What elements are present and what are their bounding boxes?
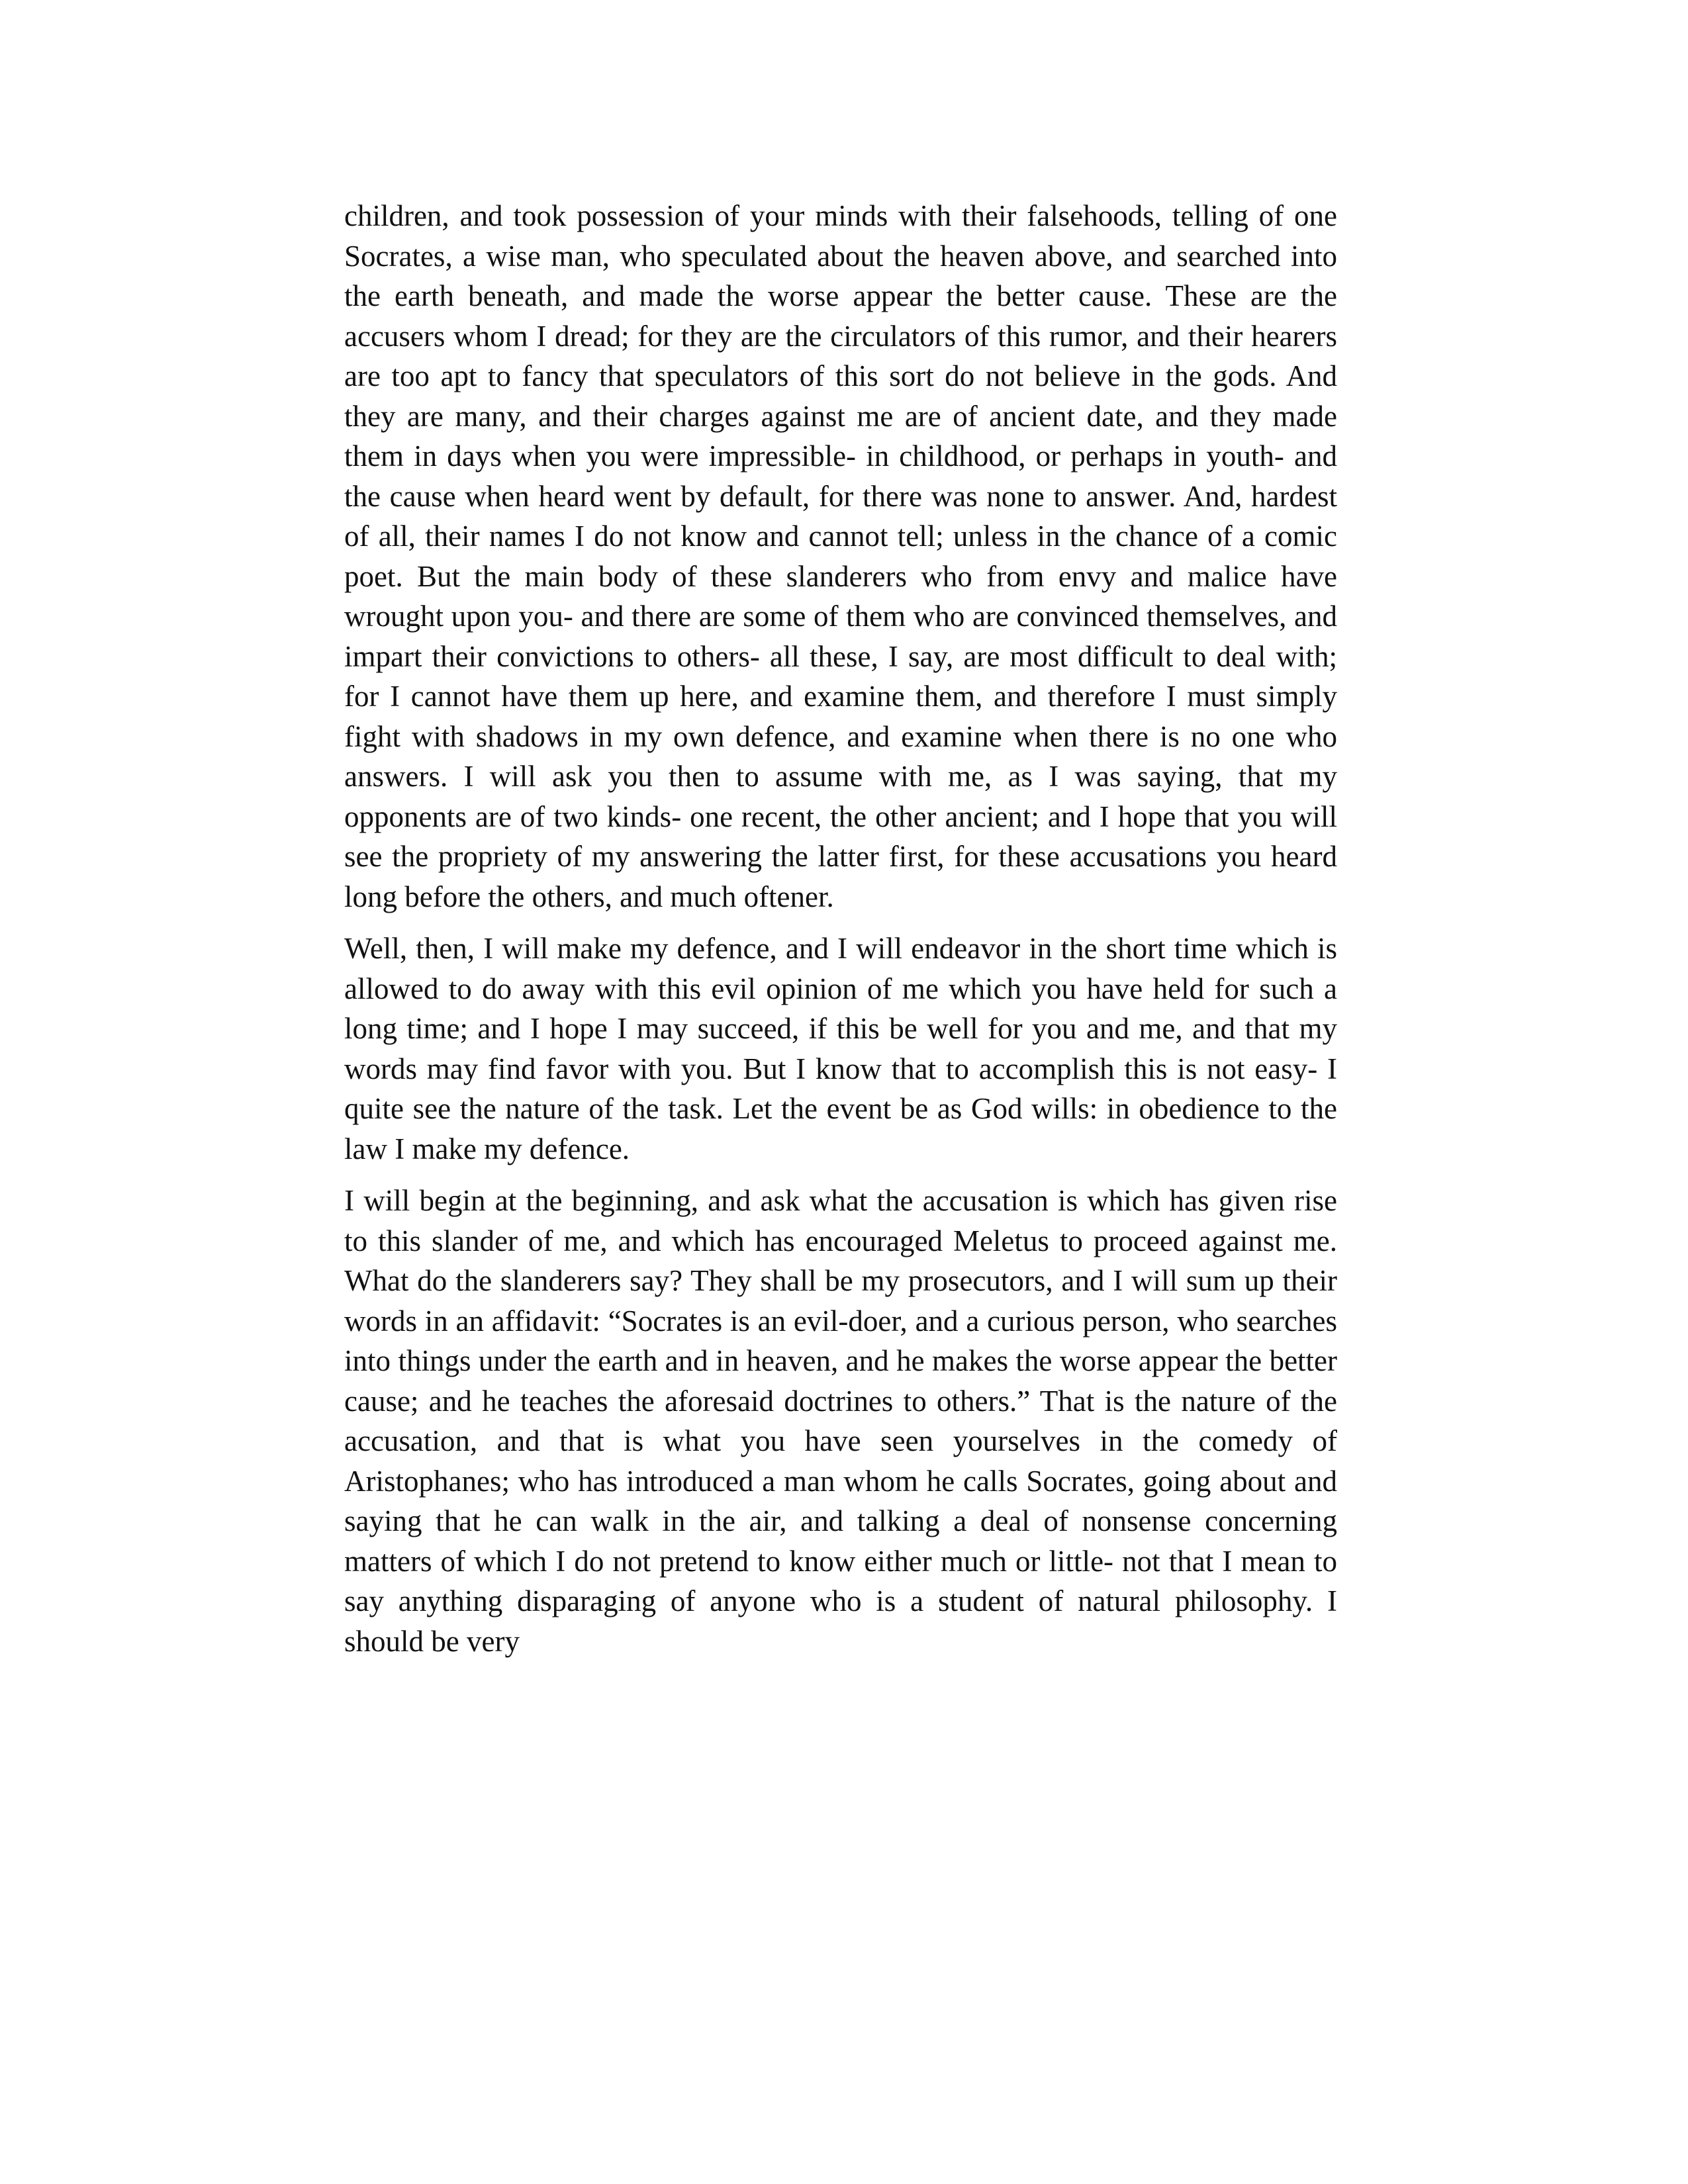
- paragraph-3: I will begin at the beginning, and ask what the accusation is which has given rise to this slander of me, and which has encouraged Meletus to proceed against me. What do the slanderers say? They shall be my prosecutors, and I will sum up their words in an affidavit: “Socrates is an evil-doer, and a curious person, who searches into things under the earth and in heaven, and he makes the worse appear the better cause; and he teaches the aforesaid doctrines to others.” That is the nature of the accusation, and that is what you have seen yourselves in the comedy of Aristophanes; who has introduced a man whom he calls Socrates, going about and saying that he can walk in the air, and talking a deal of nonsense concerning matters of which I do not pretend to know either much or little- not that I mean to say anything disparaging of anyone who is a student of natural philosophy. I should be very: [344, 1184, 1337, 1658]
- body-text: [344, 196, 1337, 1673]
- paragraph-2: Well, then, I will make my defence, and I will endeavor in the short time which is allowed to do away with this evil opinion of me which you have held for such a long time; and I hope I may succeed, if this be well for you and me, and that my words may find favor with you. But I know that to accomplish this is not easy- I quite see the nature of the task. Let the event be as God wills: in obedience to the law I make my defence.: [344, 932, 1337, 1165]
- paragraph-1: children, and took possession of your minds with their falsehoods, telling of one Socrates, a wise man, who speculated about the heaven above, and searched into the earth beneath, and made the worse appear the better cause. These are the accusers whom I dread; for they are the circulators of this rumor, and their hearers are too apt to fancy that speculators of this sort do not believe in the gods. And they are many, and their charges against me are of ancient date, and they made them in days when you were impressible- in childhood, or perhaps in youth- and the cause when heard went by default, for there was none to answer. And, hardest of all, their names I do not know and cannot tell; unless in the chance of a comic poet. But the main body of these slanderers who from envy and malice have wrought upon you- and there are some of them who are convinced themselves, and impart their convictions to others- all these, I say, are most difficult to deal with; for I cannot have them up here, and examine them, and therefore I must simply fight with shadows in my own defence, and examine when there is no one who answers. I will ask you then to assume with me, as I was saying, that my opponents are of two kinds- one recent, the other ancient; and I hope that you will see the propriety of my answering the latter first, for these accusations you heard long before the others, and much oftener.: [344, 199, 1337, 913]
